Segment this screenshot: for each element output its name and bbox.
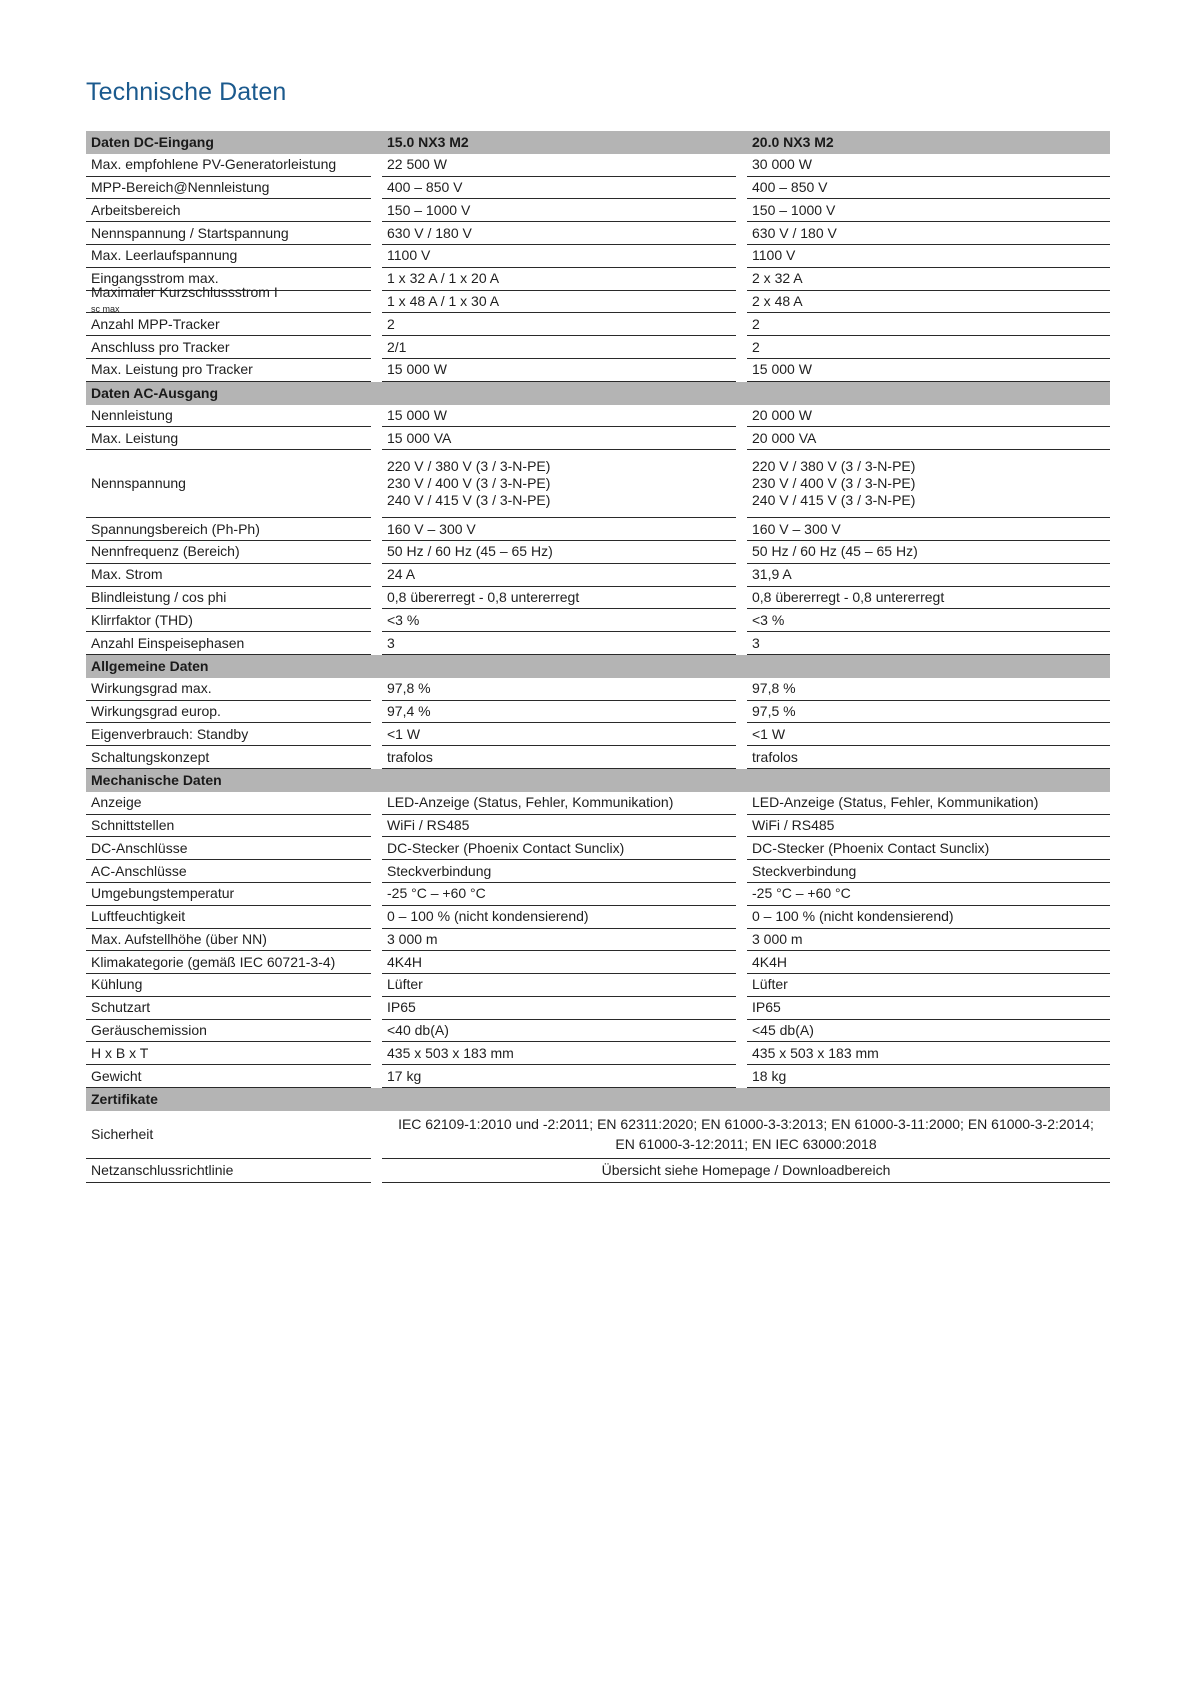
column-gap: [736, 291, 747, 314]
column-gap: [371, 450, 382, 518]
section-general: [86, 655, 1110, 678]
column-gap: [736, 632, 747, 655]
column-gap: [371, 1088, 382, 1111]
value-model-2: 97,8 %: [747, 678, 1110, 701]
value-model-2: 435 x 503 x 183 mm: [747, 1042, 1110, 1065]
row-label-text: Max. Leistung: [91, 429, 179, 446]
column-gap: [736, 336, 747, 359]
column-gap: [736, 245, 747, 268]
column-gap: [736, 313, 747, 336]
column-gap: [736, 655, 747, 678]
row-label-text: Kühlung: [91, 976, 143, 993]
row-label-text: Anschluss pro Tracker: [91, 338, 230, 355]
column-gap: [371, 405, 382, 428]
row-label: [86, 1065, 371, 1088]
column-gap: [736, 906, 747, 929]
row-label-text: Max. Aufstellhöhe (über NN): [91, 930, 267, 947]
table-row: [86, 1159, 1110, 1183]
value-model-1: -25 °C – +60 °C: [382, 883, 736, 906]
row-label: [86, 701, 371, 724]
column-gap: [736, 405, 747, 428]
value-model-2: Steckverbindung: [747, 860, 1110, 883]
row-label: [86, 951, 371, 974]
value-model-1: 630 V / 180 V: [382, 222, 736, 245]
row-label: [86, 815, 371, 838]
column-gap: [371, 427, 382, 450]
column-gap: [371, 382, 382, 405]
column-gap: [371, 245, 382, 268]
table-row: [86, 951, 1110, 974]
value-span: Übersicht siehe Homepage / Downloadbereich: [382, 1159, 1110, 1183]
column-gap: [371, 792, 382, 815]
column-gap: [736, 199, 747, 222]
column-gap: [371, 997, 382, 1020]
value-model-2: IP65: [747, 997, 1110, 1020]
column-gap: [371, 291, 382, 314]
value-model-2: 2 x 48 A: [747, 291, 1110, 314]
section-dc-input: [86, 131, 1110, 154]
value-line: 240 V / 415 V (3 / 3-N-PE): [387, 492, 551, 509]
row-label: [86, 632, 371, 655]
column-gap: [371, 1020, 382, 1043]
value-model-2: 1100 V: [747, 245, 1110, 268]
value-model-2: [747, 450, 1110, 518]
row-label: [86, 405, 371, 428]
value-model-2: 2: [747, 313, 1110, 336]
value-line: 230 V / 400 V (3 / 3-N-PE): [387, 475, 551, 492]
value-line: 230 V / 400 V (3 / 3-N-PE): [752, 475, 916, 492]
value-model-2: <45 db(A): [747, 1020, 1110, 1043]
column-gap: [371, 154, 382, 177]
row-label-text: Anzeige: [91, 794, 142, 811]
column-gap: [736, 974, 747, 997]
table-row: [86, 632, 1110, 655]
value-model-1: Steckverbindung: [382, 860, 736, 883]
column-gap: [736, 154, 747, 177]
row-label: [86, 974, 371, 997]
row-label-text: Blindleistung / cos phi: [91, 588, 227, 605]
value-model-2: <1 W: [747, 723, 1110, 746]
table-row: [86, 678, 1110, 701]
row-label: [86, 154, 371, 177]
row-label-text: Maximaler Kurzschlussstrom I: [91, 284, 278, 301]
row-label-text: Luftfeuchtigkeit: [91, 908, 186, 925]
value-model-2: 30 000 W: [747, 154, 1110, 177]
row-label: [86, 284, 371, 315]
row-label: [86, 336, 371, 359]
table-row: [86, 177, 1110, 200]
value-line: IEC 62109-1:2010 und -2:2011; EN 62311:2020; EN 61000-3-3:2013; EN 61000-3-11:2000; EN 61000-3-2:2014;: [398, 1116, 1094, 1133]
table-row: [86, 199, 1110, 222]
page-title: Technische Daten: [86, 78, 287, 106]
value-model-1: 97,4 %: [382, 701, 736, 724]
value-model-2: LED-Anzeige (Status, Fehler, Kommunikation): [747, 792, 1110, 815]
table-row: [86, 284, 1110, 315]
table-row: [86, 609, 1110, 632]
value-model-2: 31,9 A: [747, 564, 1110, 587]
column-gap: [371, 587, 382, 610]
column-gap: [736, 1042, 747, 1065]
row-label: [86, 746, 371, 769]
column-gap: [736, 746, 747, 769]
column-gap: [371, 131, 382, 154]
value-model-1: <1 W: [382, 723, 736, 746]
column-gap: [736, 1088, 747, 1111]
column-gap: [371, 564, 382, 587]
row-label: [86, 359, 371, 382]
column-gap: [736, 701, 747, 724]
section-filler: [747, 1088, 1110, 1111]
value-model-1: 2/1: [382, 336, 736, 359]
section-certificates: [86, 1088, 1110, 1111]
column-gap: [736, 837, 747, 860]
table-row: [86, 1111, 1110, 1159]
value-model-1: 1 x 32 A / 1 x 20 A: [382, 268, 736, 291]
value-line: 220 V / 380 V (3 / 3-N-PE): [387, 458, 551, 475]
row-label-text: Max. Leistung pro Tracker: [91, 361, 253, 378]
table-row: [86, 541, 1110, 564]
value-model-2: 2: [747, 336, 1110, 359]
column-gap: [371, 609, 382, 632]
value-model-1: WiFi / RS485: [382, 815, 736, 838]
table-row: [86, 587, 1110, 610]
row-label-text: Nennleistung: [91, 406, 173, 423]
value-model-1: 0,8 übererregt - 0,8 untererregt: [382, 587, 736, 610]
value-model-1: <40 db(A): [382, 1020, 736, 1043]
column-gap: [736, 587, 747, 610]
value-model-1: 17 kg: [382, 1065, 736, 1088]
table-row: [86, 313, 1110, 336]
section-filler: [747, 382, 1110, 405]
row-label: Nennspannung: [86, 450, 371, 518]
value-model-2: 0,8 übererregt - 0,8 untererregt: [747, 587, 1110, 610]
column-gap: [371, 541, 382, 564]
column-gap: [736, 450, 747, 518]
table-row: [86, 154, 1110, 177]
section-filler: [382, 382, 736, 405]
value-model-1: 97,8 %: [382, 678, 736, 701]
column-gap: [736, 1020, 747, 1043]
column-gap: [736, 951, 747, 974]
column-gap: [371, 746, 382, 769]
section-label: Mechanische Daten: [91, 771, 222, 788]
value-model-1: <3 %: [382, 609, 736, 632]
row-label: [86, 518, 371, 541]
value-model-2: 630 V / 180 V: [747, 222, 1110, 245]
row-label-text: DC-Anschlüsse: [91, 839, 188, 856]
row-label-text: MPP-Bereich@Nennleistung: [91, 178, 270, 195]
section-filler: [382, 655, 736, 678]
row-label-text: Arbeitsbereich: [91, 201, 181, 218]
table-row: [86, 450, 1110, 518]
value-model-1: DC-Stecker (Phoenix Contact Sunclix): [382, 837, 736, 860]
row-label-text: Anzahl Einspeisephasen: [91, 634, 245, 651]
row-label-text: Max. Strom: [91, 566, 163, 583]
value-model-2: 4K4H: [747, 951, 1110, 974]
column-gap: [371, 1065, 382, 1088]
section-filler: [382, 769, 736, 792]
section-label: Zertifikate: [91, 1090, 158, 1107]
column-gap: [736, 518, 747, 541]
value-model-1: 22 500 W: [382, 154, 736, 177]
row-label-subscript: sc max: [91, 304, 120, 315]
row-label: [86, 678, 371, 701]
value-model-2: 20 000 VA: [747, 427, 1110, 450]
value-model-2: <3 %: [747, 609, 1110, 632]
column-gap: [736, 723, 747, 746]
column-gap: [371, 837, 382, 860]
column-gap: [371, 860, 382, 883]
table-row: [86, 723, 1110, 746]
table-row: [86, 427, 1110, 450]
column-gap: [371, 1042, 382, 1065]
column-gap: [736, 609, 747, 632]
section-label: Daten AC-Ausgang: [91, 384, 219, 401]
table-row: [86, 792, 1110, 815]
value-model-1: 3 000 m: [382, 929, 736, 952]
row-label: [86, 1020, 371, 1043]
table-row: [86, 837, 1110, 860]
value-model-1: 3: [382, 632, 736, 655]
table-row: [86, 906, 1110, 929]
row-label: [86, 883, 371, 906]
row-label-text: AC-Anschlüsse: [91, 862, 187, 879]
row-label: [86, 587, 371, 610]
section-label: Daten DC-Eingang: [91, 133, 214, 150]
value-model-1: 1 x 48 A / 1 x 30 A: [382, 291, 736, 314]
row-label-text: Nennspannung / Startspannung: [91, 224, 289, 241]
column-gap: [736, 427, 747, 450]
column-gap: [371, 723, 382, 746]
table-row: [86, 929, 1110, 952]
value-model-1: 2: [382, 313, 736, 336]
value-model-2: 20 000 W: [747, 405, 1110, 428]
row-label: [86, 245, 371, 268]
value-model-2: 0 – 100 % (nicht kondensierend): [747, 906, 1110, 929]
column-gap: [736, 177, 747, 200]
table-row: [86, 1020, 1110, 1043]
row-label: [86, 723, 371, 746]
row-label-text: H x B x T: [91, 1044, 149, 1061]
value-model-1: 15 000 W: [382, 405, 736, 428]
row-label: [86, 199, 371, 222]
table-row: [86, 359, 1110, 382]
row-label-text: Klimakategorie (gemäß IEC 60721-3-4): [91, 953, 336, 970]
table-row: [86, 815, 1110, 838]
column-gap: [371, 1159, 382, 1183]
value-model-2: 150 – 1000 V: [747, 199, 1110, 222]
column-gap: [371, 1111, 382, 1159]
column-gap: [736, 769, 747, 792]
value-model-2: 400 – 850 V: [747, 177, 1110, 200]
value-line: 240 V / 415 V (3 / 3-N-PE): [752, 492, 916, 509]
column-gap: [371, 951, 382, 974]
column-gap: [736, 222, 747, 245]
section-ac-output: [86, 382, 1110, 405]
column-gap: [736, 792, 747, 815]
column-gap: [371, 632, 382, 655]
row-label-text: Nennfrequenz (Bereich): [91, 543, 240, 560]
value-model-1: 150 – 1000 V: [382, 199, 736, 222]
row-label: [86, 1042, 371, 1065]
row-label: [86, 906, 371, 929]
column-gap: [371, 678, 382, 701]
value-model-1: LED-Anzeige (Status, Fehler, Kommunikation): [382, 792, 736, 815]
header-model-1: 15.0 NX3 M2: [387, 133, 469, 150]
column-gap: [371, 701, 382, 724]
row-label-text: Schaltungskonzept: [91, 748, 210, 765]
column-gap: [736, 382, 747, 405]
column-gap: [736, 268, 747, 291]
row-label: Netzanschlussrichtlinie: [86, 1159, 371, 1183]
value-model-1: 1100 V: [382, 245, 736, 268]
column-gap: [371, 655, 382, 678]
value-span: [382, 1111, 1110, 1159]
row-label-text: Umgebungstemperatur: [91, 885, 235, 902]
column-gap: [736, 541, 747, 564]
table-row: [86, 336, 1110, 359]
column-gap: [736, 1065, 747, 1088]
value-model-2: -25 °C – +60 °C: [747, 883, 1110, 906]
table-row: [86, 245, 1110, 268]
value-model-2: 160 V – 300 V: [747, 518, 1110, 541]
row-label: [86, 222, 371, 245]
section-filler: [382, 1088, 736, 1111]
value-model-2: DC-Stecker (Phoenix Contact Sunclix): [747, 837, 1110, 860]
value-model-1: 24 A: [382, 564, 736, 587]
table-row: [86, 1065, 1110, 1088]
column-gap: [371, 177, 382, 200]
column-gap: [371, 883, 382, 906]
row-label-text: Wirkungsgrad europ.: [91, 702, 221, 719]
column-gap: [371, 268, 382, 291]
value-model-2: 3 000 m: [747, 929, 1110, 952]
column-gap: [736, 929, 747, 952]
row-label-text: Max. Leerlaufspannung: [91, 247, 238, 264]
table-row: [86, 405, 1110, 428]
table-row: [86, 1042, 1110, 1065]
row-label: [86, 929, 371, 952]
row-label: [86, 860, 371, 883]
row-label-text: Schnittstellen: [91, 816, 175, 833]
row-label-text: Spannungsbereich (Ph-Ph): [91, 520, 260, 537]
row-label-text: Max. empfohlene PV-Generatorleistung: [91, 156, 337, 173]
value-model-1: Lüfter: [382, 974, 736, 997]
value-model-1: 400 – 850 V: [382, 177, 736, 200]
row-label: [86, 313, 371, 336]
row-label: [86, 177, 371, 200]
value-model-1: trafolos: [382, 746, 736, 769]
row-label: [86, 427, 371, 450]
table-row: [86, 883, 1110, 906]
row-label: [86, 837, 371, 860]
row-label-text: Schutzart: [91, 999, 151, 1016]
value-model-1: 0 – 100 % (nicht kondensierend): [382, 906, 736, 929]
table-row: [86, 746, 1110, 769]
section-mechanical: [86, 769, 1110, 792]
column-gap: [736, 678, 747, 701]
table-row: [86, 997, 1110, 1020]
row-label-text: Gewicht: [91, 1067, 142, 1084]
row-label-text: Eingangsstrom max.: [91, 270, 219, 287]
row-label-text: Geräuschemission: [91, 1022, 207, 1039]
section-filler: [747, 769, 1110, 792]
column-gap: [736, 997, 747, 1020]
row-label-text: Klirrfaktor (THD): [91, 611, 193, 628]
table-row: [86, 518, 1110, 541]
value-model-1: 50 Hz / 60 Hz (45 – 65 Hz): [382, 541, 736, 564]
value-model-2: 18 kg: [747, 1065, 1110, 1088]
column-gap: [371, 906, 382, 929]
value-model-2: 97,5 %: [747, 701, 1110, 724]
column-gap: [371, 199, 382, 222]
value-model-1: 15 000 VA: [382, 427, 736, 450]
column-gap: [371, 336, 382, 359]
table-row: [86, 701, 1110, 724]
column-gap: [736, 815, 747, 838]
value-model-1: 160 V – 300 V: [382, 518, 736, 541]
value-model-2: 15 000 W: [747, 359, 1110, 382]
value-model-2: WiFi / RS485: [747, 815, 1110, 838]
value-line: 220 V / 380 V (3 / 3-N-PE): [752, 458, 916, 475]
header-model-2: 20.0 NX3 M2: [752, 133, 834, 150]
row-label-text: Eigenverbrauch: Standby: [91, 725, 249, 742]
row-label: [86, 564, 371, 587]
table-row: [86, 564, 1110, 587]
column-gap: [371, 929, 382, 952]
section-filler: [747, 655, 1110, 678]
value-model-2: Lüfter: [747, 974, 1110, 997]
column-gap: [736, 564, 747, 587]
table-row: [86, 974, 1110, 997]
row-label: [86, 609, 371, 632]
value-model-2: trafolos: [747, 746, 1110, 769]
column-gap: [736, 131, 747, 154]
column-gap: [736, 860, 747, 883]
section-label: Allgemeine Daten: [91, 657, 209, 674]
value-model-2: 2 x 32 A: [747, 268, 1110, 291]
column-gap: [736, 883, 747, 906]
value-model-1: IP65: [382, 997, 736, 1020]
value-model-1: 435 x 503 x 183 mm: [382, 1042, 736, 1065]
column-gap: [371, 974, 382, 997]
table-row: [86, 222, 1110, 245]
spec-table: [86, 131, 1110, 1183]
row-label: [86, 792, 371, 815]
row-label-text: Anzahl MPP-Tracker: [91, 315, 220, 332]
column-gap: [371, 518, 382, 541]
value-model-2: 50 Hz / 60 Hz (45 – 65 Hz): [747, 541, 1110, 564]
row-label: Sicherheit: [86, 1111, 371, 1159]
column-gap: [371, 313, 382, 336]
column-gap: [736, 359, 747, 382]
row-label-text: Wirkungsgrad max.: [91, 680, 212, 697]
value-model-1: 4K4H: [382, 951, 736, 974]
value-line: EN 61000-3-12:2011; EN IEC 63000:2018: [615, 1136, 877, 1153]
value-model-2: 3: [747, 632, 1110, 655]
value-model-1: [382, 450, 736, 518]
column-gap: [371, 769, 382, 792]
table-row: [86, 860, 1110, 883]
column-gap: [371, 815, 382, 838]
value-model-1: 15 000 W: [382, 359, 736, 382]
row-label: [86, 997, 371, 1020]
column-gap: [371, 222, 382, 245]
column-gap: [371, 359, 382, 382]
row-label: [86, 541, 371, 564]
